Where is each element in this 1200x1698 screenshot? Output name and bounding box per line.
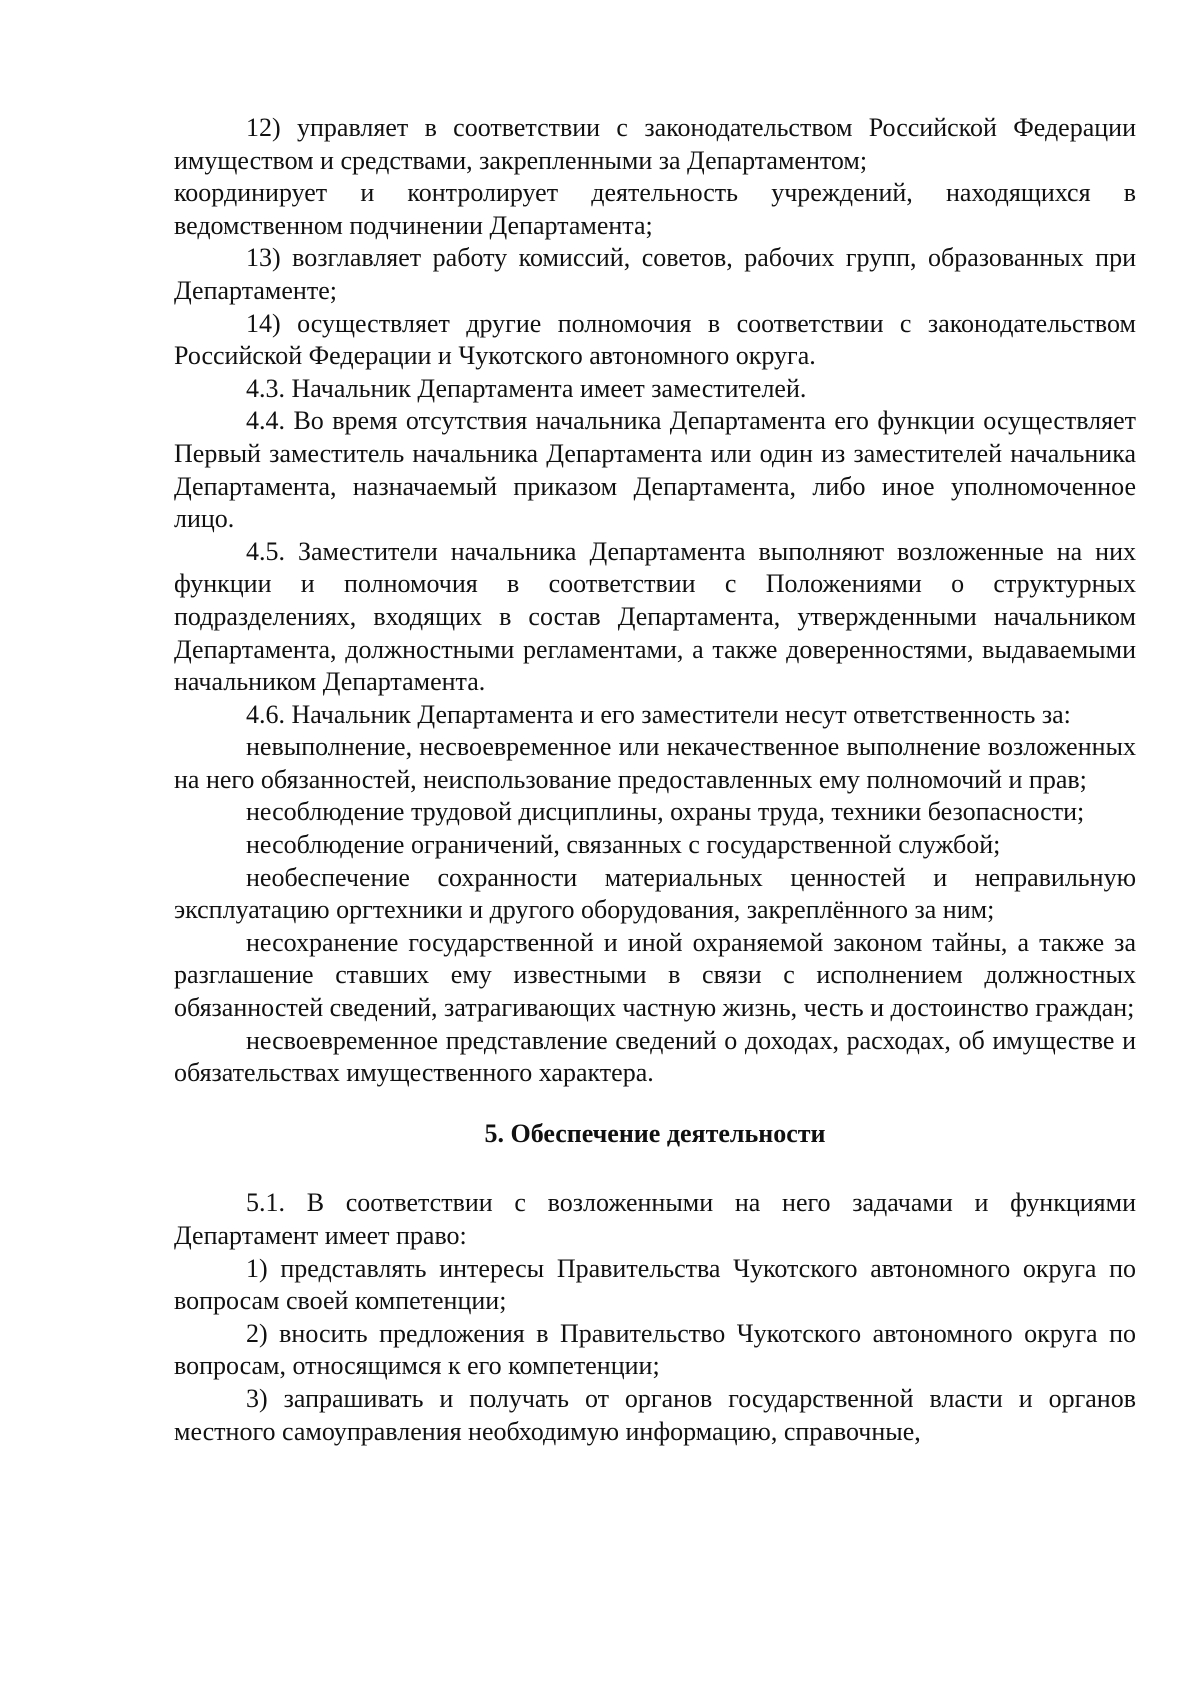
paragraph-14: 14) осуществляет другие полномочия в соответствии с законодательством Российской Федерации и Чукотского автономного округа.: [174, 308, 1136, 371]
liability-item: несоблюдение трудовой дисциплины, охраны труда, техники безопасности;: [246, 797, 1085, 827]
document-page: [174, 112, 1136, 1448]
section-heading: 5. Обеспечение деятельности: [484, 1118, 826, 1148]
paragraph-4-5: 4.5. Заместители начальника Департамента выполняют возложенные на них функции и полномочия в соответствии с Положениями о структурных подразделениях, входящих в состав Департамента, утвержденными начальником Департамента, должностными регламентами, а также доверенностями, выдаваемыми начальником Департамента.: [174, 536, 1136, 697]
paragraph-coordination: координирует и контролирует деятельность учреждений, находящихся в ведомственном подчинении Департамента;: [174, 178, 1136, 240]
liability-item: несвоевременное представление сведений о доходах, расходах, об имуществе и обязательствах имущественного характера.: [174, 1025, 1136, 1088]
rights-item: 2) вносить предложения в Правительство Чукотского автономного округа по вопросам, относящимся к его компетенции;: [174, 1318, 1136, 1381]
paragraph-13: 13) возглавляет работу комиссий, советов, рабочих групп, образованных при Департаменте;: [174, 243, 1136, 305]
rights-item: 1) представлять интересы Правительства Чукотского автономного округа по вопросам своей компетенции;: [174, 1253, 1136, 1316]
rights-item: 3) запрашивать и получать от органов государственной власти и органов местного самоуправления необходимую информацию, справочные,: [174, 1383, 1136, 1446]
paragraph-4-6: 4.6. Начальник Департамента и его заместители несут ответственность за:: [246, 699, 1071, 729]
liability-item: несоблюдение ограничений, связанных с государственной службой;: [246, 830, 1001, 860]
paragraph-5-1: 5.1. В соответствии с возложенными на него задачами и функциями Департамент имеет право:: [174, 1188, 1136, 1250]
paragraph-4-3: 4.3. Начальник Департамента имеет заместителей.: [246, 373, 807, 403]
liability-item: необеспечение сохранности материальных ценностей и неправильную эксплуатацию оргтехники и другого оборудования, закреплённого за ним;: [174, 862, 1136, 925]
liability-item: невыполнение, несвоевременное или некачественное выполнение возложенных на него обязанностей, неиспользование предоставленных ему полномочий и прав;: [174, 732, 1136, 794]
paragraph-4-4: 4.4. Во время отсутствия начальника Департамента его функции осуществляет Первый заместитель начальника Департамента или один из заместителей начальника Департамента, назначаемый приказом Департамента, либо иное уполномоченное лицо.: [174, 406, 1136, 534]
liability-item: несохранение государственной и иной охраняемой законом тайны, а также за разглашение ставших ему известными в связи с исполнением должностных обязанностей сведений, затрагивающих частную жизнь, честь и достоинство граждан;: [174, 927, 1136, 1023]
paragraph-12: 12) управляет в соответствии с законодательством Российской Федерации имуществом и средствами, закрепленными за Департаментом;: [174, 113, 1136, 175]
